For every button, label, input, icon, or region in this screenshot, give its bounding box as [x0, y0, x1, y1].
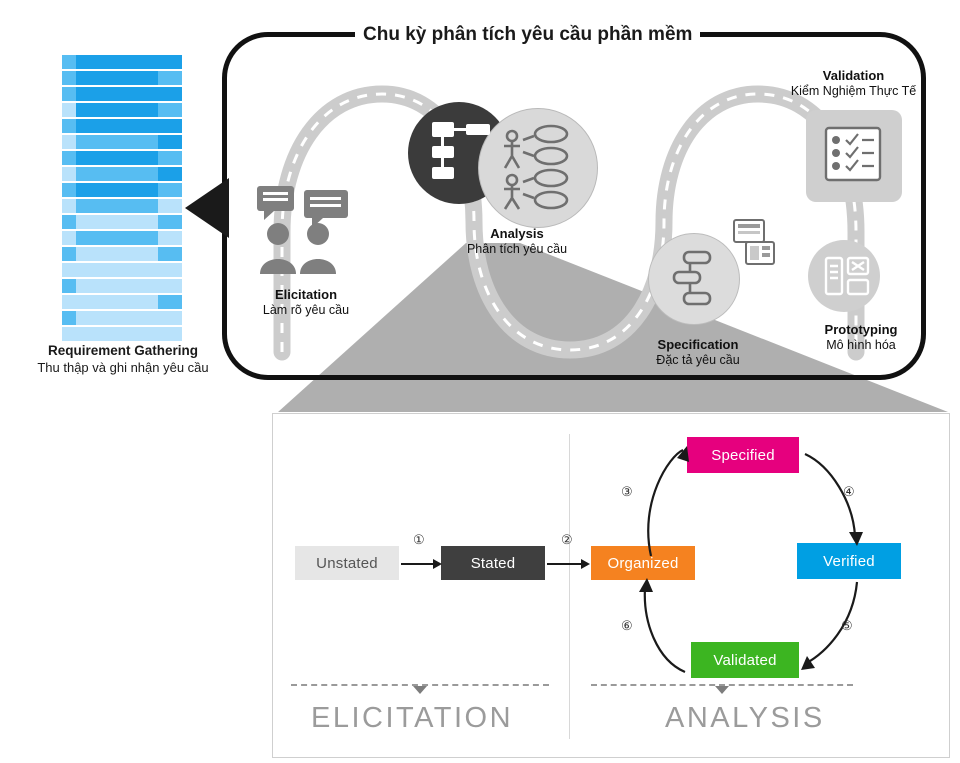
state-stated[interactable]: Stated	[441, 546, 545, 580]
node-label-elicitation	[231, 287, 381, 317]
flowchart-icon	[430, 120, 494, 186]
step-number-5: ⑤	[841, 618, 853, 633]
state-validated[interactable]: Validated	[691, 642, 799, 678]
state-verified[interactable]: Verified	[797, 543, 901, 579]
requirement-gathering-subtitle: Thu thập và ghi nhận yêu cầu	[37, 360, 209, 375]
phase-label-elicitation: ELICITATION	[311, 702, 514, 734]
cycle-arrows	[591, 432, 911, 692]
requirement-gathering-label	[8, 343, 238, 375]
dash-caret-left	[413, 686, 427, 694]
node-title-specification: Specification	[657, 337, 739, 352]
step-number-4: ④	[843, 484, 855, 499]
node-title-elicitation: Elicitation	[274, 287, 338, 302]
people-chat-icon	[252, 184, 356, 276]
wireframe-icon	[824, 254, 870, 300]
step-number-6: ⑥	[621, 618, 633, 633]
requirement-states-panel	[272, 413, 950, 758]
flow-arrow-icon	[185, 178, 229, 238]
node-title-analysis: Analysis	[490, 226, 544, 241]
node-title-prototyping: Prototyping	[824, 322, 898, 337]
arrow-unstated-to-stated	[399, 554, 443, 574]
flowchart-people-icon	[498, 124, 580, 212]
spec-flow-icon	[668, 250, 720, 308]
state-organized[interactable]: Organized	[591, 546, 695, 580]
node-title-validation: Validation	[822, 68, 885, 83]
node-subtitle-analysis: Phân tích yêu cầu	[466, 242, 568, 256]
step-number-3: ③	[621, 484, 633, 499]
state-specified[interactable]: Specified	[687, 437, 799, 473]
phase-label-analysis: ANALYSIS	[665, 702, 825, 734]
node-subtitle-specification: Đặc tả yêu cầu	[656, 353, 740, 367]
node-label-validation	[756, 68, 951, 98]
arrow-stated-to-organized	[545, 554, 591, 574]
requirement-gathering-title: Requirement Gathering	[47, 343, 199, 358]
node-subtitle-elicitation: Làm rõ yêu cầu	[262, 303, 350, 317]
step-number-1: ①	[413, 532, 425, 547]
checklist-icon	[822, 124, 886, 188]
node-label-prototyping	[776, 322, 946, 352]
monitor-icon	[732, 218, 788, 266]
node-subtitle-prototyping: Mô hình hóa	[826, 338, 896, 352]
page-title: Chu kỳ phân tích yêu cầu phần mềm	[355, 24, 700, 46]
state-unstated[interactable]: Unstated	[295, 546, 399, 580]
node-subtitle-validation: Kiểm Nghiệm Thực Tế	[790, 84, 917, 98]
dash-caret-right	[715, 686, 729, 694]
node-label-specification	[613, 337, 783, 367]
node-label-analysis	[432, 226, 602, 256]
step-number-2: ②	[561, 532, 573, 547]
panel-divider	[569, 434, 570, 739]
requirement-bars	[62, 55, 182, 335]
